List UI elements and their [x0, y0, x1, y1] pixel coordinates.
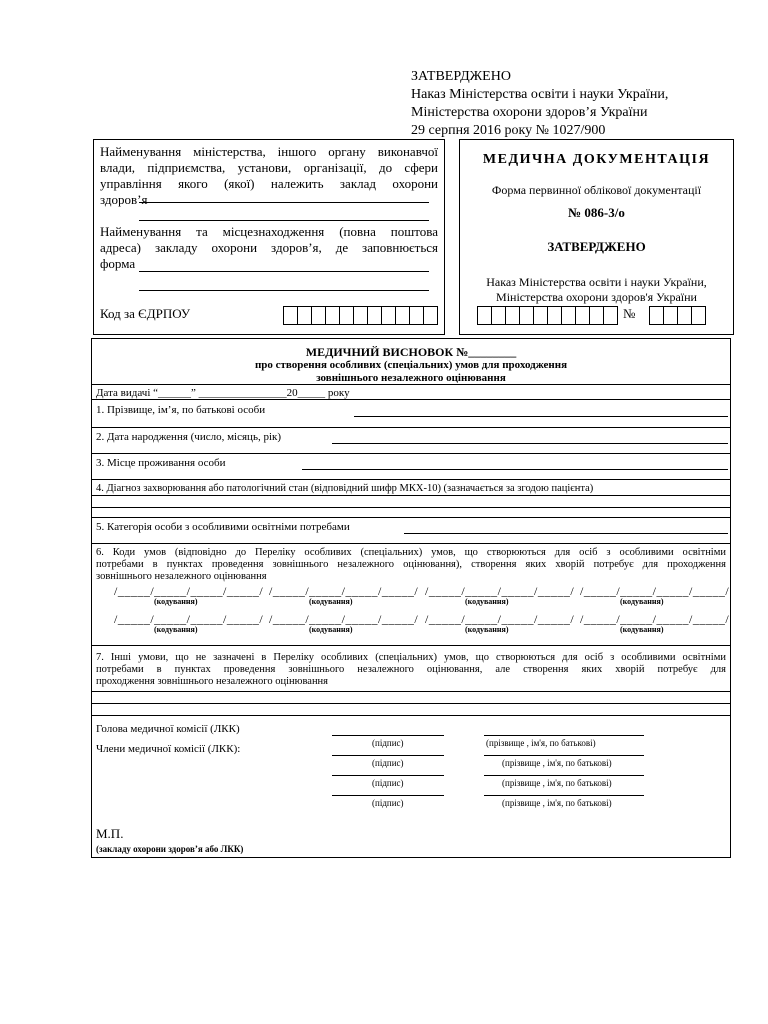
stamp-label: М.П. — [96, 826, 124, 841]
conclusion-title: МЕДИЧНИЙ ВИСНОВОК №________ — [305, 345, 517, 359]
birth-date-line[interactable] — [332, 443, 728, 444]
order-number-cells[interactable] — [650, 306, 706, 325]
signature-caption: (підпис) — [372, 798, 404, 808]
code-caption: (кодування) — [620, 625, 664, 634]
field-diagnosis: 4. Діагноз захворювання або патологічний стан (відповідний шифр МКХ-10) (зазначається за згодою пацієнта) — [96, 483, 594, 494]
other-conditions-line[interactable] — [92, 703, 730, 704]
code-entry[interactable]: /_____/_____/_____/_____/ — [114, 612, 264, 626]
code-entry[interactable]: /_____/_____/_____/_____/ — [580, 612, 730, 626]
signature-caption: (підпис) — [372, 738, 404, 748]
field-residence: 3. Місце проживання особи — [96, 457, 226, 469]
order-line-1: Наказ Міністерства освіти і науки України, — [486, 275, 707, 289]
code-entry[interactable]: /_____/_____/_____/_____/ — [269, 584, 419, 598]
facility-label: Найменування та місцезнаходження (повна поштова адреса) закладу охорони здоров’я, де заповнюється форма — [100, 224, 438, 271]
code-caption: (кодування) — [154, 597, 198, 606]
conclusion-subtitle-2: зовнішнього незалежного оцінювання — [316, 372, 506, 384]
ministry-label: Найменування міністерства, іншого органу виконавчої влади, підприємства, установи, організації, до сфери управління якого (якої) належить заклад охорони здоров’я — [100, 144, 438, 207]
order-code-cells[interactable] — [478, 306, 618, 325]
signature-line[interactable] — [332, 775, 444, 776]
code-entry[interactable]: /_____/_____/_____/_____/ — [114, 584, 264, 598]
ministry-line-1[interactable] — [139, 202, 429, 203]
code-caption: (кодування) — [309, 597, 353, 606]
signature-line[interactable] — [332, 795, 444, 796]
signature-line[interactable] — [332, 755, 444, 756]
code-entry[interactable]: /_____/_____/_____/_____/ — [425, 612, 575, 626]
commission-head-label: Голова медичної комісії (ЛКК) — [96, 723, 240, 735]
name-caption: (прізвище , ім'я, по батькові) — [486, 738, 596, 748]
field-category: 5. Категорія особи з особливими освітніми потребами — [96, 521, 350, 533]
approval-line-3: 29 серпня 2016 року № 1027/900 — [411, 123, 606, 138]
code-entry[interactable]: /_____/_____/_____/_____/ — [580, 584, 730, 598]
approval-header — [411, 68, 668, 140]
edrpou-label: Код за ЄДРПОУ — [100, 306, 191, 321]
stamp-caption: (закладу охорони здоров’я або ЛКК) — [96, 844, 244, 854]
code-entry[interactable]: /_____/_____/_____/_____/ — [269, 612, 419, 626]
full-name-line[interactable] — [354, 416, 728, 417]
signature-caption: (підпис) — [372, 778, 404, 788]
name-line[interactable] — [484, 795, 644, 796]
code-caption: (кодування) — [620, 597, 664, 606]
ministry-line-2[interactable] — [139, 220, 429, 221]
conclusion-subtitle-1: про створення особливих (спеціальних) умов для проходження — [254, 359, 568, 371]
name-line[interactable] — [484, 735, 644, 736]
name-line[interactable] — [484, 775, 644, 776]
number-sign: № — [623, 306, 636, 321]
name-caption: (прізвище , ім'я, по батькові) — [502, 758, 612, 768]
approval-title: ЗАТВЕРДЖЕНО — [411, 69, 511, 84]
code-caption: (кодування) — [465, 625, 509, 634]
category-line[interactable] — [404, 533, 728, 534]
approved-label: ЗАТВЕРДЖЕНО — [547, 239, 646, 254]
issue-date-field[interactable]: Дата видачі “______” ________________20_____ року — [96, 387, 350, 399]
order-line-2: Міністерства охорони здоров'я України — [496, 290, 697, 304]
facility-line-1[interactable] — [139, 271, 429, 272]
code-caption: (кодування) — [465, 597, 509, 606]
code-caption: (кодування) — [154, 625, 198, 634]
code-entry[interactable]: /_____/_____/_____/_____/ — [425, 584, 575, 598]
edrpou-code-cells[interactable] — [284, 306, 438, 325]
conclusion-box — [91, 338, 731, 858]
name-caption: (прізвище , ім'я, по батькові) — [502, 778, 612, 788]
field-other-conditions: 7. Інші умови, що не зазначені в Переліку особливих (спеціальних) умов, що створюються для осіб з особливими освітніми потребами в пунктах проведення зовнішнього незалежного оцінювання, але створення яких хворій потребує для проходження зовнішнього незалежного оцінювання — [96, 652, 726, 687]
facility-line-2[interactable] — [139, 290, 429, 291]
institution-box — [93, 139, 445, 335]
code-caption: (кодування) — [309, 625, 353, 634]
commission-members-label: Члени медичної комісії (ЛКК): — [96, 743, 241, 755]
form-label: Форма первинної облікової документації — [491, 183, 702, 197]
signature-caption: (підпис) — [372, 758, 404, 768]
field-condition-codes: 6. Коди умов (відповідно до Переліку особливих (спеціальних) умов, що створюються для осіб з особливими освітніми потребами в пунктах проведення зовнішнього незалежного оцінювання), створення яких хворій потребує для проходження зовнішнього незалежного оцінювання — [96, 547, 726, 582]
medical-doc-title: МЕДИЧНА ДОКУМЕНТАЦІЯ — [482, 152, 711, 167]
field-birth-date: 2. Дата народження (число, місяць, рік) — [96, 431, 282, 443]
approval-line-1: Наказ Міністерства освіти і науки України, — [411, 87, 669, 102]
name-caption: (прізвище , ім'я, по батькові) — [502, 798, 612, 808]
field-full-name: 1. Прізвище, ім’я, по батькові особи — [96, 404, 266, 416]
signature-line[interactable] — [332, 735, 444, 736]
diagnosis-line[interactable] — [92, 507, 730, 508]
residence-line[interactable] — [302, 469, 728, 470]
name-line[interactable] — [484, 755, 644, 756]
form-number: № 086-3/о — [568, 205, 625, 220]
medical-doc-box — [459, 139, 734, 335]
approval-line-2: Міністерства охорони здоров’я України — [411, 105, 648, 120]
